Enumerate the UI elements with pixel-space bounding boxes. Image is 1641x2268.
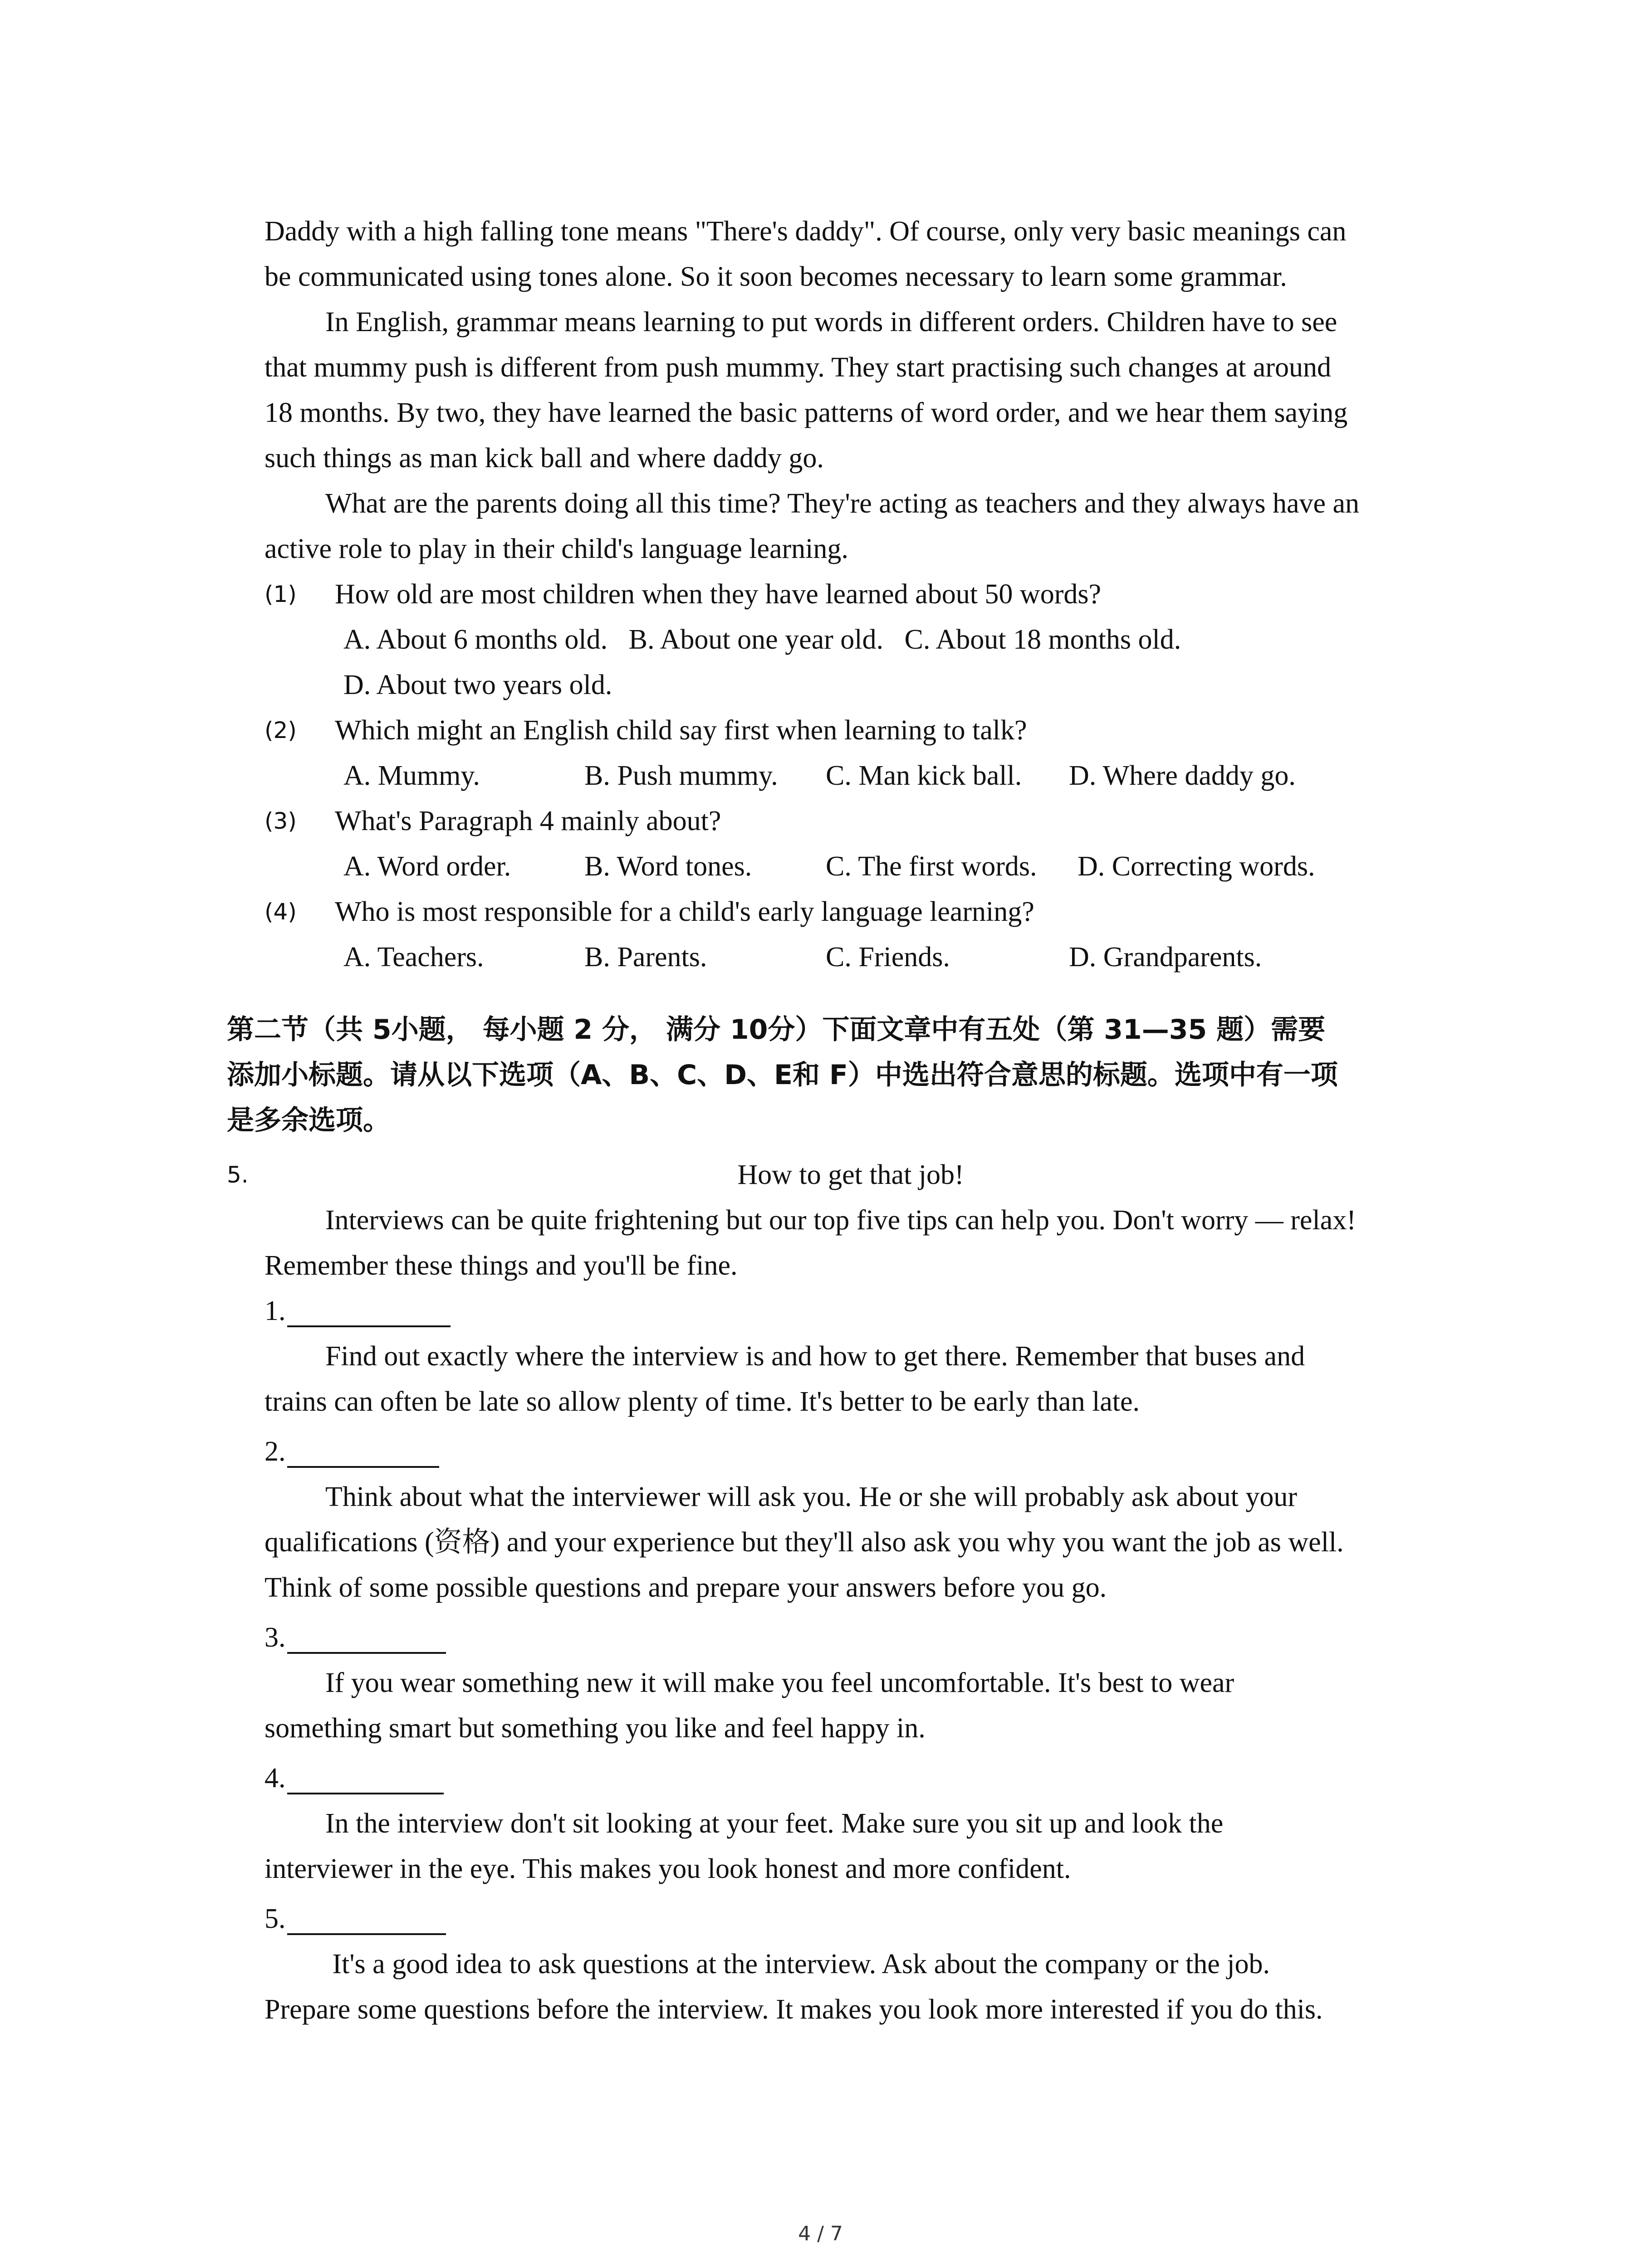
tip-line: something smart but something you like and feel happy in. — [265, 1713, 926, 1744]
tip-line: Prepare some questions before the interview. It makes you look more interested if you do this. — [265, 1994, 1323, 2025]
tip-number: 1. — [265, 1295, 286, 1326]
tip-number: 2. — [265, 1436, 286, 1467]
article-title: How to get that job! — [737, 1159, 964, 1190]
answer-blank — [287, 1933, 446, 1935]
tip-number: 3. — [265, 1622, 286, 1653]
question-number: (4) — [265, 899, 297, 925]
question-stem: Which might an English child say first when learning to talk? — [335, 715, 1027, 746]
passage-line: In English, grammar means learning to put words in different orders. Children have to see — [325, 307, 1337, 337]
option-b: B. Parents. — [584, 942, 707, 973]
option-c: C. Friends. — [826, 942, 950, 973]
tip-line: qualifications (资格) and your experience but they'll also ask you why you want the job as well. — [265, 1527, 1344, 1558]
intro-line: Interviews can be quite frightening but our top five tips can help you. Don't worry — relax! — [325, 1205, 1356, 1236]
passage-line: What are the parents doing all this time? They're acting as teachers and they always have an — [325, 488, 1360, 519]
tip-line: If you wear something new it will make you feel uncomfortable. It's best to wear — [325, 1667, 1234, 1698]
option-a: A. Word order. — [343, 851, 511, 882]
tip-line: trains can often be late so allow plenty of time. It's better to be early than late. — [265, 1386, 1140, 1417]
question-number: (1) — [265, 581, 297, 607]
option-d: D. Grandparents. — [1069, 942, 1262, 973]
tip-line: interviewer in the eye. This makes you look honest and more confident. — [265, 1853, 1071, 1884]
question-number: (3) — [265, 808, 297, 834]
question-stem: How old are most children when they have learned about 50 words? — [335, 579, 1101, 610]
question-options: A. About 6 months old. B. About one year old. C. About 18 months old. — [343, 624, 1181, 655]
option-b: B. Word tones. — [584, 851, 752, 882]
page-indicator: 4 / 7 — [798, 2222, 843, 2245]
question-options: D. About two years old. — [343, 670, 612, 700]
intro-line: Remember these things and you'll be fine. — [265, 1250, 738, 1281]
option-d: D. Correcting words. — [1078, 851, 1315, 882]
passage-line: that mummy push is different from push mummy. They start practising such changes at around — [265, 352, 1331, 383]
answer-blank — [287, 1652, 446, 1654]
question-number: (2) — [265, 717, 297, 743]
option-b: B. Push mummy. — [584, 760, 778, 791]
option-c: C. Man kick ball. — [826, 760, 1022, 791]
passage-line: be communicated using tones alone. So it soon becomes necessary to learn some grammar. — [265, 261, 1287, 292]
passage-line: 18 months. By two, they have learned the basic patterns of word order, and we hear them saying — [265, 397, 1348, 428]
question-stem: Who is most responsible for a child's early language learning? — [335, 896, 1034, 927]
question-stem: What's Paragraph 4 mainly about? — [335, 806, 721, 836]
tip-line: In the interview don't sit looking at your feet. Make sure you sit up and look the — [325, 1808, 1224, 1839]
section-heading: 是多余选项。 — [227, 1105, 390, 1136]
answer-blank — [287, 1325, 451, 1327]
tip-number: 5. — [265, 1903, 286, 1934]
passage-line: Daddy with a high falling tone means "There's daddy". Of course, only very basic meanings can — [265, 216, 1347, 247]
option-a: A. Teachers. — [343, 942, 484, 973]
section-heading: 第二节（共 5小题， 每小题 2 分， 满分 10分）下面文章中有五处（第 31—35 题）需要 — [227, 1014, 1326, 1046]
tip-line: Think about what the interviewer will ask you. He or she will probably ask about your — [325, 1481, 1297, 1512]
option-a: A. Mummy. — [343, 760, 480, 791]
option-c: C. The first words. — [826, 851, 1037, 882]
answer-blank — [287, 1793, 444, 1794]
tip-line: Find out exactly where the interview is and how to get there. Remember that buses and — [325, 1341, 1305, 1372]
passage-line: active role to play in their child's language learning. — [265, 533, 848, 564]
section-heading: 添加小标题。请从以下选项（A、B、C、D、E和 F）中选出符合意思的标题。选项中有一项 — [227, 1059, 1338, 1091]
answer-blank — [287, 1466, 439, 1468]
tip-line: It's a good idea to ask questions at the interview. Ask about the company or the job. — [325, 1949, 1270, 1980]
tip-line: Think of some possible questions and prepare your answers before you go. — [265, 1572, 1107, 1603]
option-d: D. Where daddy go. — [1069, 760, 1296, 791]
tip-number: 4. — [265, 1763, 286, 1794]
passage-line: such things as man kick ball and where daddy go. — [265, 443, 824, 474]
item-number: 5. — [227, 1162, 249, 1188]
